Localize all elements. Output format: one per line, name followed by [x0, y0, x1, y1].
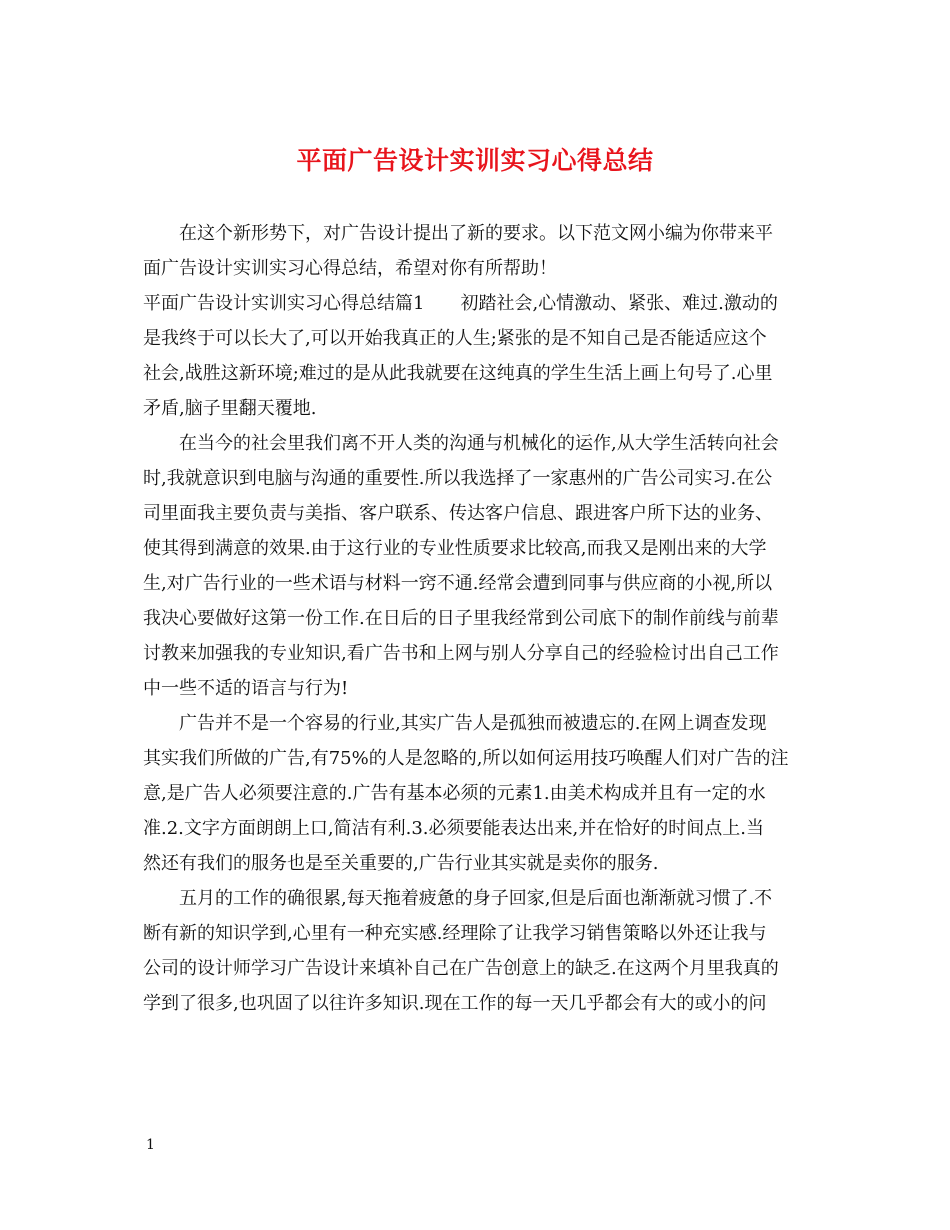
paragraph-line: 我决心要做好这第一份工作.在日后的日子里我经常到公司底下的制作前线与前辈	[143, 608, 779, 629]
paragraph-line: 五月的工作的确很累,每天拖着疲惫的身子回家,但是后面也渐渐就习惯了.不	[179, 888, 773, 909]
document-title: 平面广告设计实训实习心得总结	[296, 146, 654, 175]
paragraph-line: 平面广告设计实训实习心得总结篇1 初踏社会,心情激动、紧张、难过.激动的	[143, 293, 778, 314]
paragraph-line: 时,我就意识到电脑与沟通的重要性.所以我选择了一家惠州的广告公司实习.在公	[143, 468, 773, 489]
paragraph-line: 其实我们所做的广告,有75%的人是忽略的,所以如何运用技巧唤醒人们对广告的注	[143, 748, 789, 769]
paragraph-line: 社会,战胜这新环境;难过的是从此我就要在这纯真的学生生活上画上句号了.心里	[143, 363, 773, 384]
paragraph-line: 讨教来加强我的专业知识,看广告书和上网与别人分享自己的经验检讨出自己工作	[143, 643, 779, 664]
paragraph-line: 广告并不是一个容易的行业,其实广告人是孤独而被遗忘的.在网上调查发现	[179, 713, 767, 734]
paragraph-line: 矛盾,脑子里翻天覆地.	[143, 398, 317, 419]
paragraph-line: 使其得到满意的效果.由于这行业的专业性质要求比较高,而我又是刚出来的大学	[143, 538, 767, 559]
paragraph-line: 司里面我主要负责与美指、客户联系、传达客户信息、跟进客户所下达的业务、	[143, 503, 773, 524]
paragraph-line: 断有新的知识学到,心里有一种充实感.经理除了让我学习销售策略以外还让我与	[143, 923, 767, 944]
paragraph-line: 生,对广告行业的一些术语与材料一窍不通.经常会遭到同事与供应商的小视,所以	[143, 573, 773, 594]
paragraph-line: 是我终于可以长大了,可以开始我真正的人生;紧张的是不知自己是否能适应这个	[143, 328, 767, 349]
paragraph-line: 然还有我们的服务也是至关重要的,广告行业其实就是卖你的服务.	[143, 853, 659, 874]
paragraph-line: 中一些不适的语言与行为!	[143, 678, 349, 699]
paragraph-line: 在这个新形势下，对广告设计提出了新的要求。以下范文网小编为你带来平	[179, 223, 773, 244]
paragraph-line: 学到了很多,也巩固了以往许多知识.现在工作的每一天几乎都会有大的或小的问	[143, 993, 767, 1014]
paragraph-line: 意,是广告人必须要注意的.广告有基本必须的元素1.由美术构成并且有一定的水	[143, 783, 766, 804]
paragraph-line: 面广告设计实训实习心得总结，希望对你有所帮助！	[143, 258, 557, 279]
paragraph-line: 公司的设计师学习广告设计来填补自己在广告创意上的缺乏.在这两个月里我真的	[143, 958, 779, 979]
paragraph-line: 在当今的社会里我们离不开人类的沟通与机械化的运作,从大学生活转向社会	[179, 433, 779, 454]
paragraph-line: 准.2.文字方面朗朗上口,简洁有利.3.必须要能表达出来,并在恰好的时间点上.当	[143, 818, 764, 839]
page-number: 1	[146, 1137, 155, 1153]
